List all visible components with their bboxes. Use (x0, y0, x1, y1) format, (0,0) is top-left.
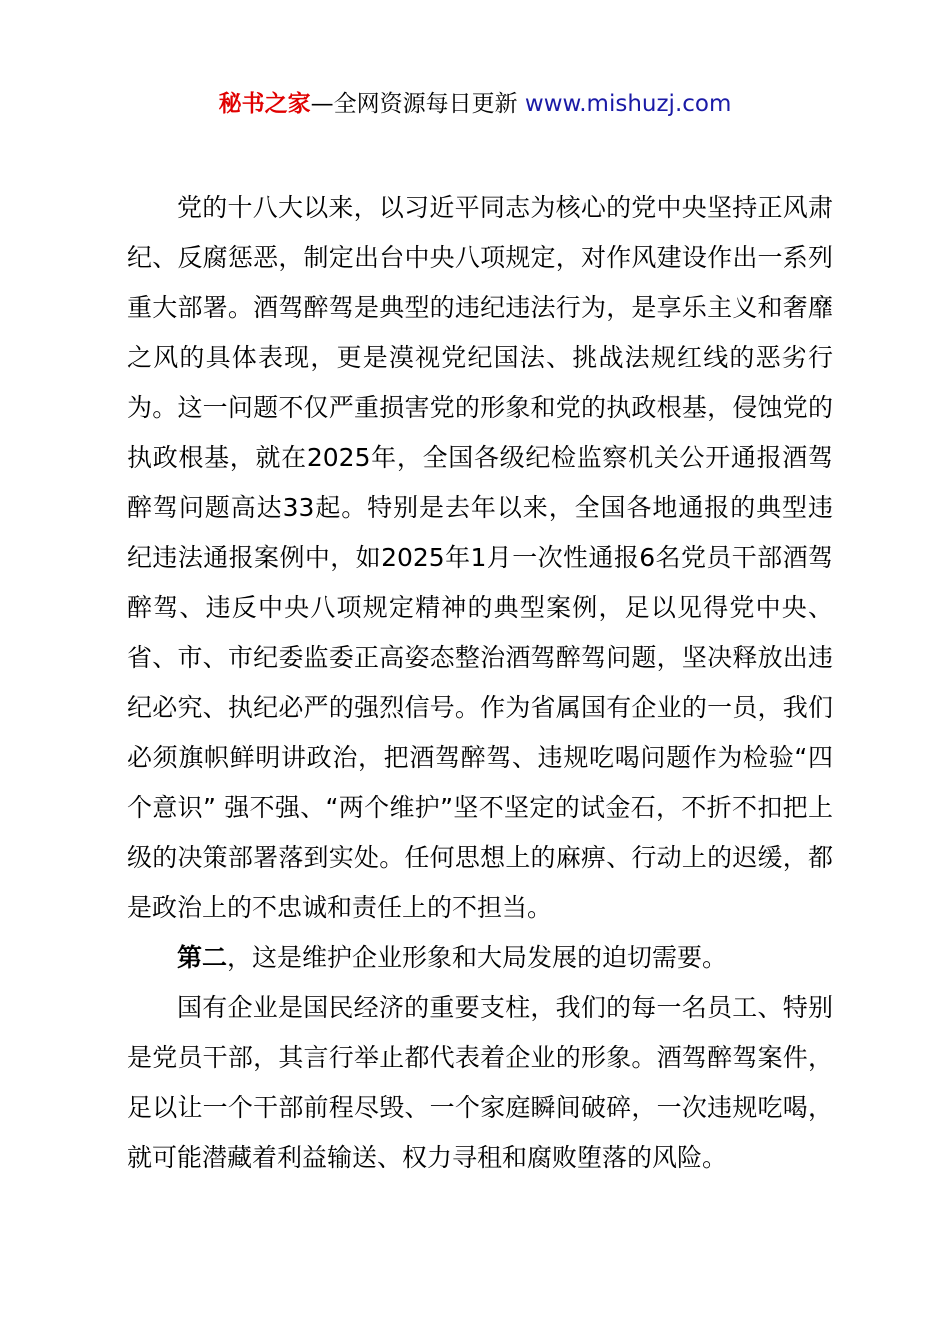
section-heading-second: 第二 (177, 943, 228, 972)
header-tagline: —全网资源每日更新 (310, 91, 525, 117)
site-url-link[interactable]: www.mishuzj.com (524, 91, 732, 117)
paragraph-1 (127, 183, 833, 933)
paragraph-text: 党的十八大以来，以习近平同志为核心的党中央坚持正风肃纪、反腐惩恶，制定出台中央八项规定，对作风建设作出一系列重大部署。酒驾醉驾是典型的违纪违法行为，是享乐主义和奢靡之风的具体表现，更是漠视党纪国法、挑战法规红线的恶劣行为。这一问题不仅严重损害党的形象和党的执政根基，侵蚀党的执政根基，就在2025年，全国各级纪检监察机关公开通报酒驾醉驾问题高达33起。特别是去年以来，全国各地通报的典型违纪违法通报案例中，如2025年1月一次性通报6名党员干部酒驾醉驾、违反中央八项规定精神的典型案例，足以见得党中央、省、市、市纪委监委正高姿态整治酒驾醉驾问题，坚决释放出违纪必究、执纪必严的强烈信号。作为省属国有企业的一员，我们必须旗帜鲜明讲政治，把酒驾醉驾、违规吃喝问题作为检验“四个意识” 强不强、“两个维护”坚不坚定的试金石，不折不扣把上级的决策部署落到实处。任何思想上的麻痹、行动上的迟缓，都是政治上的不忠诚和责任上的不担当。 (127, 193, 833, 922)
site-header (0, 86, 950, 122)
paragraph-text: ，这是维护企业形象和大局发展的迫切需要。 (227, 943, 728, 972)
document-body (127, 183, 833, 1183)
paragraph-3 (127, 983, 833, 1183)
paragraph-text: 国有企业是国民经济的重要支柱，我们的每一名员工、特别是党员干部，其言行举止都代表着企业的形象。酒驾醉驾案件，足以让一个干部前程尽毁、一个家庭瞬间破碎，一次违规吃喝，就可能潜藏着利益输送、权力寻租和腐败堕落的风险。 (127, 993, 833, 1172)
brand-name: 秘书之家 (218, 91, 311, 117)
paragraph-2 (127, 933, 833, 983)
